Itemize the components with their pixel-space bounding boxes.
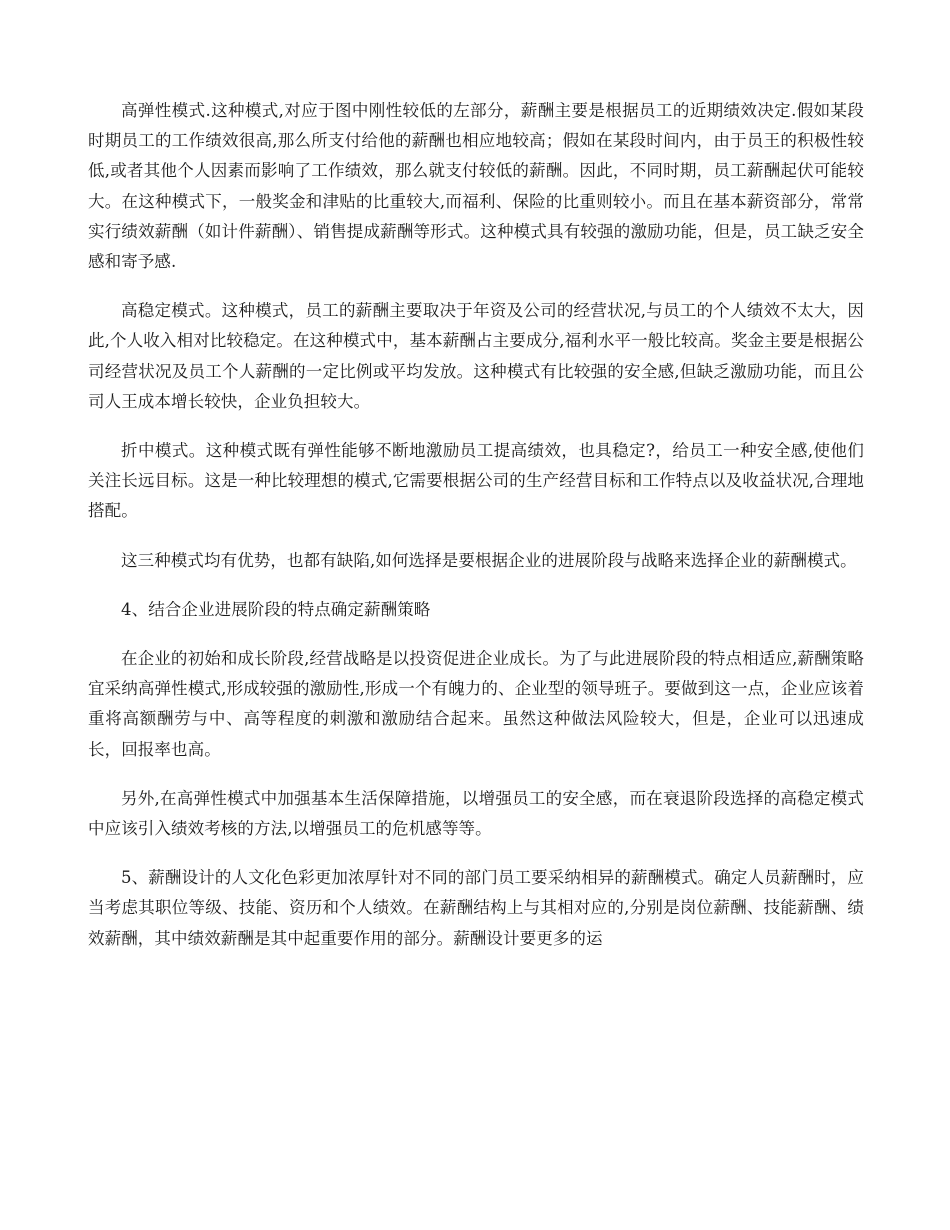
paragraph-model-selection: 这三种模式均有优势，也都有缺陷,如何选择是要根据企业的进展阶段与战略来选择企业的薪酬模式。	[121, 550, 857, 570]
paragraph-growth-stage-strategy: 在企业的初始和成长阶段,经营战略是以投资促进企业成长。为了与此进展阶段的特点相适应,薪酬策略宜采纳高弹性模式,形成较强的激励性,形成一个有魄力的、企业型的领导班子。要做到这一点，企业应该着重将高额酬劳与中、高等程度的刺激和激励结合起来。虽然这种做法风险较大，但是，企业可以迅速成长，回报率也高。	[88, 649, 864, 759]
paragraph-high-stability-model: 高稳定模式。这种模式，员工的薪酬主要取决于年资及公司的经营状况,与员工的个人绩效不太大，因此,个人收入相对比较稳定。在这种模式中，基本薪酬占主要成分,福利水平一般比较高。奖金主要是根据公司经营状况及员工个人薪酬的一定比例或平均发放。这种模式有比较强的安全感,但缺乏激励功能，而且公司人王成本增长较快，企业负担较大。	[88, 301, 864, 411]
paragraph-additional-measures: 另外,在高弹性模式中加强基本生活保障措施，以增强员工的安全感，而在衰退阶段选择的高稳定模式中应该引入绩效考核的方法,以增强员工的危机感等等。	[88, 788, 864, 839]
paragraph-compromise-model: 折中模式。这种模式既有弹性能够不断地激励员工提高绩效，也具稳定?，给员工一种安全感,使他们关注长远目标。这是一种比较理想的模式,它需要根据公司的生产经营目标和工作特点以及收益状况,合理地搭配。	[88, 441, 864, 521]
paragraph-section-5-humanized-design: 5、薪酬设计的人文化色彩更加浓厚针对不同的部门员工要采纳相异的薪酬模式。确定人员薪酬时，应当考虑其职位等级、技能、资历和个人绩效。在薪酬结构上与其相对应的,分别是岗位薪酬、技能薪酬、绩效薪酬，其中绩效薪酬是其中起重要作用的部分。薪酬设计要更多的运	[88, 868, 864, 948]
paragraph-high-elasticity-model: 高弹性模式.这种模式,对应于图中刚性较低的左部分，薪酬主要是根据员工的近期绩效决定.假如某段时期员工的工作绩效很高,那么所支付给他的薪酬也相应地较高；假如在某段时间内，由于员王的积极性较低,或者其他个人因素而影响了工作绩效，那么就支付较低的薪酬。因此，不同时期，员工薪酬起伏可能较大。在这种模式下，一般奖金和津贴的比重较大,而福利、保险的比重则较小。而且在基本薪资部分，常常实行绩效薪酬（如计件薪酬）、销售提成薪酬等形式。这种模式具有较强的激励功能，但是，员工缺乏安全感和寄予感.	[88, 101, 864, 272]
section-heading-4: 4、结合企业进展阶段的特点确定薪酬策略	[121, 599, 431, 619]
document-page	[88, 96, 864, 1206]
